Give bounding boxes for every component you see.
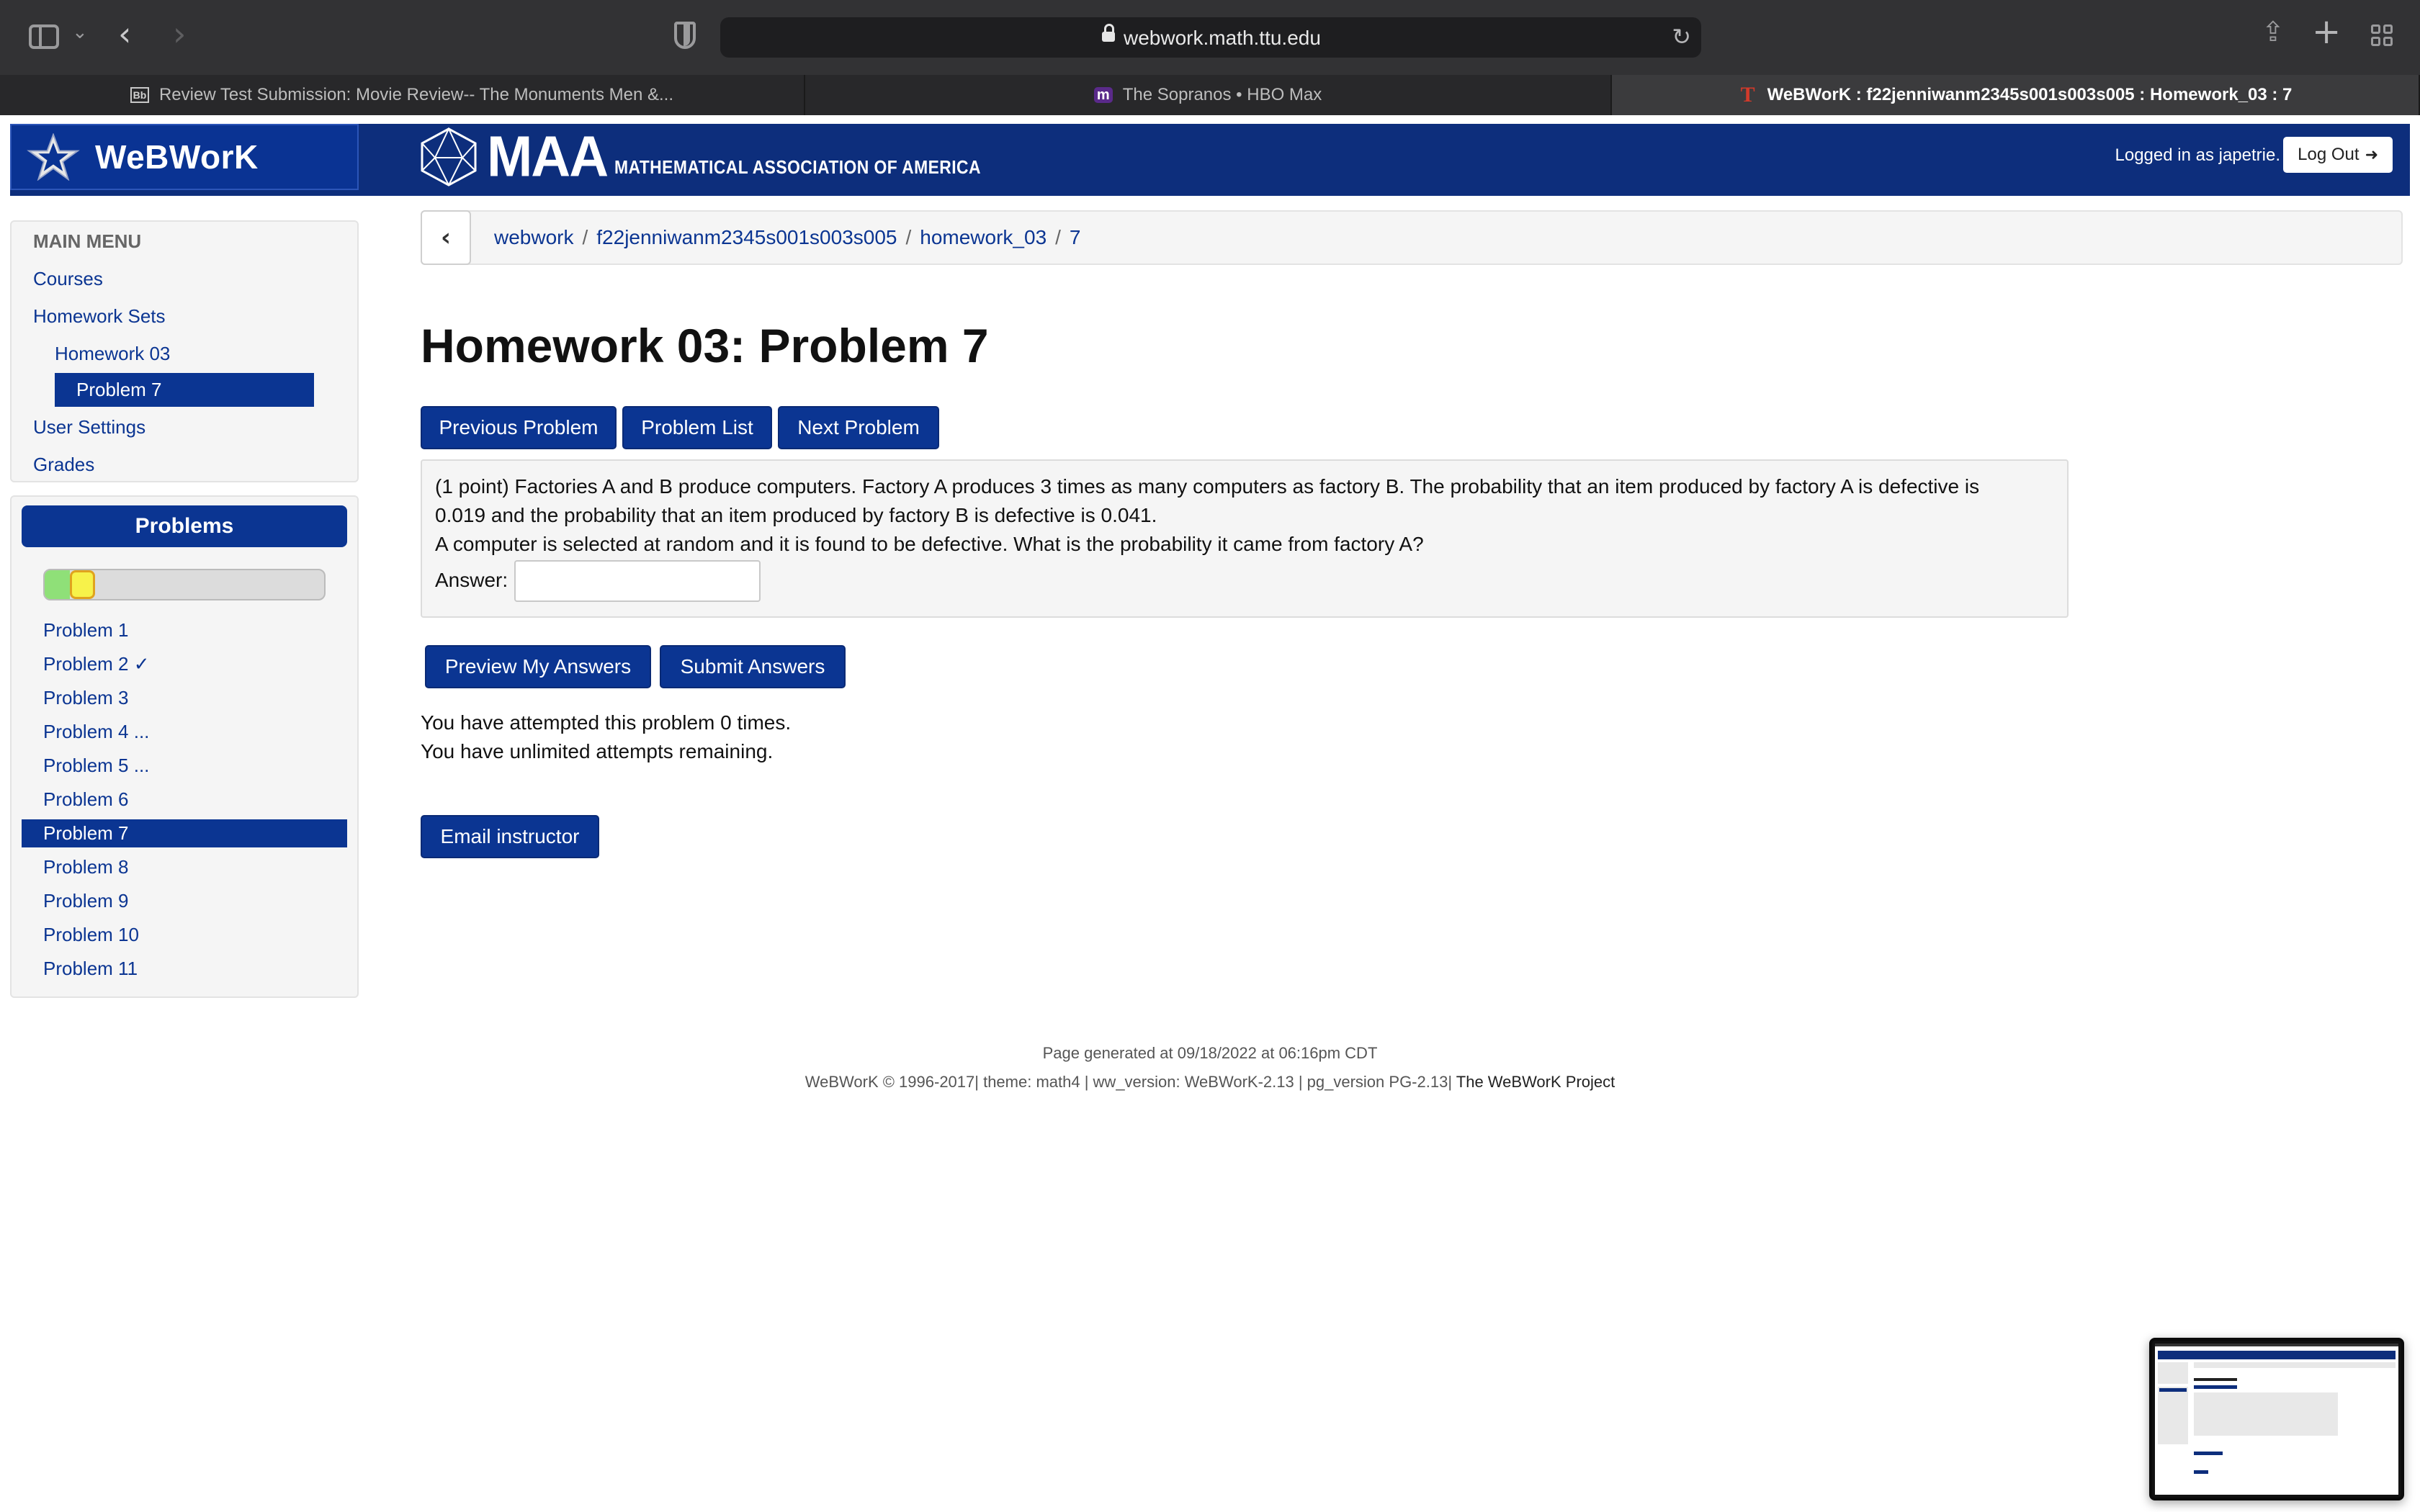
breadcrumb-separator: / [905,226,912,248]
thumbnail-breadcrumb [2194,1362,2396,1368]
breadcrumb-item-homework[interactable]: homework_03 [920,226,1047,248]
menu-item-courses[interactable]: Courses [33,268,103,289]
attempts-remaining-text: You have unlimited attempts remaining. [421,740,774,762]
thumbnail-problems [2158,1387,2188,1444]
ttu-favicon-icon: T [1740,83,1755,107]
thumbnail-submit-buttons [2194,1452,2223,1455]
maa-logo[interactable] [418,125,1031,188]
blackboard-favicon-icon: Bb [130,87,149,103]
menu-item-problem-7[interactable]: Problem 7 [55,373,314,407]
tab-strip [0,75,2420,115]
breadcrumb-item-course[interactable]: f22jenniwanm2345s001s003s005 [596,226,897,248]
browser-tab-hbo[interactable] [805,75,1612,115]
menu-item-homework-03[interactable]: Homework 03 [55,343,171,364]
answer-input[interactable] [514,560,761,602]
main-menu [10,220,359,482]
progress-correct [45,570,70,599]
logged-in-text: Logged in as japetrie. [2115,145,2280,165]
email-instructor-button[interactable]: Email instructor [421,815,599,858]
logout-icon: ➜ [2365,145,2378,164]
problem-list-item[interactable]: Problem 10 [43,924,139,945]
thumbnail-nav-buttons [2194,1385,2237,1389]
menu-item-grades[interactable]: Grades [33,454,95,475]
lock-icon [1102,29,1115,43]
reload-icon[interactable]: ↻ [1672,23,1691,50]
privacy-shield-icon[interactable] [674,22,696,49]
problems-panel-title: Problems [22,505,347,547]
webwork-star-icon [26,133,81,181]
hbo-favicon-icon: m [1094,87,1113,103]
breadcrumb [421,210,2403,265]
problem-list-item[interactable]: Problem 3 [43,687,129,708]
thumbnail-problem-box [2194,1392,2338,1436]
chevron-down-icon[interactable]: ⌄ [72,22,88,43]
logout-button[interactable] [2283,137,2393,173]
breadcrumb-item-problem[interactable]: 7 [1069,226,1081,248]
progress-partial [70,570,95,599]
sidebar-toggle-icon[interactable] [29,24,59,49]
answer-label: Answer: [435,569,508,591]
maa-acronym: MAA [487,124,608,189]
problem-list-item[interactable]: Problem 5 ... [43,755,150,776]
problem-list-item[interactable]: Problem 11 [43,958,138,979]
breadcrumb-item-webwork[interactable]: webwork [494,226,574,248]
thumbnail-preview [2155,1344,2398,1495]
problem-text-line-2: 0.019 and the probability that an item produced by factory B is defective is 0.041. [435,504,1157,526]
thumbnail-chrome [2155,1344,2398,1346]
footer-version-text: WeBWorK © 1996-2017| theme: math4 | ww_version: WeBWorK-2.13 | pg_version PG-2.13| [805,1073,1453,1091]
back-arrow-icon[interactable]: ‹ [118,14,132,53]
thumbnail-header [2158,1351,2396,1359]
main-menu-title: MAIN MENU [33,230,142,252]
problem-statement [421,459,2069,618]
url-text: webwork.math.ttu.edu [1124,27,1321,49]
webwork-brand[interactable] [10,124,359,190]
next-problem-button[interactable]: Next Problem [778,406,939,449]
tab-label: Review Test Submission: Movie Review-- The Monuments Men &... [158,85,674,104]
address-bar[interactable] [720,17,1701,58]
page-title: Homework 03: Problem 7 [421,319,989,372]
breadcrumb-separator: / [582,226,588,248]
submit-answers-button[interactable]: Submit Answers [660,645,846,688]
tab-label: WeBWorK : f22jenniwanm2345s001s003s005 : Homework_03 : 7 [1767,85,2293,104]
share-icon[interactable]: ⇪ [2262,16,2285,48]
logout-label: Log Out [2298,145,2360,164]
page-generated-text: Page generated at 09/18/2022 at 06:16pm CDT [1042,1044,1378,1062]
breadcrumb-back-button[interactable]: ‹ [421,210,471,265]
menu-item-homework-sets[interactable]: Homework Sets [33,305,166,327]
problem-text-line-3: A computer is selected at random and it is found to be defective. What is the probability it came from factory A? [435,533,1424,555]
problem-list-item[interactable]: Problem 9 [43,890,129,912]
problem-list-item[interactable]: Problem 8 [43,856,129,878]
preview-answers-button[interactable]: Preview My Answers [425,645,651,688]
problem-text-line-1: (1 point) Factories A and B produce computers. Factory A produces 3 times as many computers as factory B. The probability that an item produced by factory A is defective is [435,475,1980,498]
breadcrumb-separator: / [1055,226,1061,248]
new-tab-icon[interactable]: + [2312,12,2341,52]
previous-problem-button[interactable]: Previous Problem [421,406,617,449]
problem-list-item[interactable]: Problem 2 ✓ [43,653,150,675]
thumbnail-title [2194,1378,2237,1381]
menu-item-user-settings[interactable]: User Settings [33,416,146,438]
breadcrumb-trail [494,226,1081,249]
footer-credits [0,1073,2420,1092]
browser-tab-webwork[interactable] [1612,75,2420,115]
browser-tab-blackboard[interactable] [0,75,805,115]
problems-panel [10,495,359,998]
attempts-count-text: You have attempted this problem 0 times. [421,711,792,734]
progress-bar [43,569,326,600]
problem-list-item[interactable]: Problem 4 ... [43,721,150,742]
thumbnail-problems-title [2159,1388,2187,1392]
problem-list-item[interactable]: Problem 1 [43,619,129,641]
browser-toolbar [0,0,2420,75]
brand-name: WeBWorK [95,138,259,176]
tab-overview-icon[interactable] [2371,24,2394,48]
webwork-project-link[interactable]: The WeBWorK Project [1456,1073,1615,1091]
site-header [10,124,2410,196]
thumbnail-email-button [2194,1470,2208,1474]
problem-list-item[interactable]: Problem 6 [43,788,129,810]
tab-label: The Sopranos • HBO Max [1122,85,1322,104]
webwork-page [0,115,2420,1512]
maa-fullname: MATHEMATICAL ASSOCIATION OF AMERICA [614,156,982,178]
forward-arrow-icon[interactable]: › [173,14,187,53]
maa-icosahedron-icon [418,126,480,188]
problem-list-item[interactable]: Problem 7 [22,819,347,847]
problem-list-button[interactable]: Problem List [622,406,772,449]
screenshot-thumbnail[interactable] [2149,1338,2404,1500]
thumbnail-menu [2158,1362,2188,1384]
